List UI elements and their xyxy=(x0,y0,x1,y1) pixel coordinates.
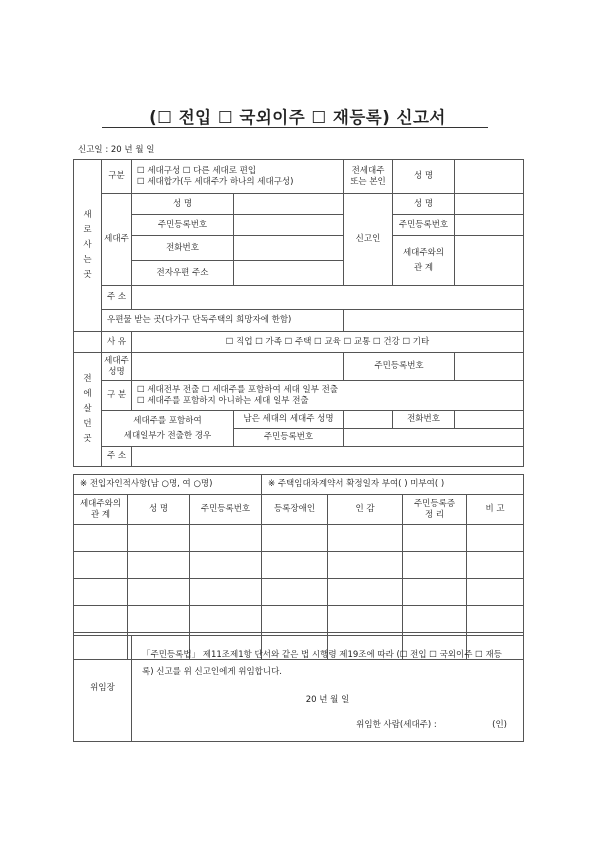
member-cell[interactable] xyxy=(403,579,467,606)
prev-head-name-field[interactable] xyxy=(132,353,344,381)
member-cell[interactable] xyxy=(262,552,328,579)
new-address-field[interactable] xyxy=(132,286,524,310)
head-email-label: 전자우편 주소 xyxy=(132,261,234,286)
member-row xyxy=(74,606,524,633)
member-cell[interactable] xyxy=(190,579,262,606)
prev-head-name-label: 세대주 성명 xyxy=(102,353,132,381)
delegation-label: 위임장 xyxy=(74,636,132,742)
prev-rrn-field[interactable] xyxy=(455,353,524,381)
member-cell[interactable] xyxy=(403,606,467,633)
delegation-date[interactable]: 20 년 월 일 xyxy=(305,694,350,705)
member-cell[interactable] xyxy=(262,579,328,606)
head-name-field[interactable] xyxy=(234,194,344,215)
member-cell[interactable] xyxy=(467,552,524,579)
prev-address-label: 주 소 xyxy=(102,447,132,467)
member-cell[interactable] xyxy=(403,552,467,579)
prev-phone-label: 전화번호 xyxy=(393,411,455,429)
prev-type-label: 구 분 xyxy=(102,381,132,411)
member-cell[interactable] xyxy=(328,552,403,579)
delegation-table xyxy=(73,635,524,742)
new-residence-side-cont xyxy=(74,332,102,353)
member-cell[interactable] xyxy=(128,579,190,606)
remaining-rrn-label: 주민등록번호 xyxy=(234,429,344,447)
former-head-label: 전세대주 또는 본인 xyxy=(344,160,393,194)
mail-address-label: 우편물 받는 곳(다가구 단독주택의 희망자에 한함) xyxy=(102,310,344,332)
col-remarks: 비 고 xyxy=(467,495,524,525)
remaining-rrn-field[interactable] xyxy=(344,429,524,447)
reporter-relation-label: 세대주와의 관 계 xyxy=(393,236,455,286)
former-head-name-field[interactable] xyxy=(455,160,524,194)
new-address-label: 주 소 xyxy=(102,286,132,310)
member-row xyxy=(74,552,524,579)
delegation-text: 「주민등록법」 제11조제1항 단서와 같은 법 시행령 제19조에 따라 (☐ 전입 ☐ 국외이주 ☐ 재등록) 신고를 위 신고인에게 위임합니다. xyxy=(142,649,502,677)
col-disabled: 등록장애인 xyxy=(262,495,328,525)
head-phone-label: 전화번호 xyxy=(132,236,234,261)
member-cell[interactable] xyxy=(467,606,524,633)
occupant-note: ※ 전입자인적사항(남 ○명, 여 ○명) xyxy=(74,475,262,495)
remaining-head-field[interactable] xyxy=(344,411,393,429)
member-cell[interactable] xyxy=(328,525,403,552)
prev-type-options[interactable]: ☐ 세대전부 전출 ☐ 세대주를 포함하여 세대 일부 전출 ☐ 세대주를 포함하지 아니하는 세대 일부 전출 xyxy=(132,381,524,411)
col-name: 성 명 xyxy=(128,495,190,525)
reporter-relation-field[interactable] xyxy=(455,236,524,286)
report-date: 신고일 : 20 년 월 일 xyxy=(78,145,155,155)
new-residence-side-label: 새 로 사 는 곳 xyxy=(74,160,102,332)
reporter-rrn-field[interactable] xyxy=(455,215,524,236)
reporter-name-label: 성 명 xyxy=(393,194,455,215)
member-cell[interactable] xyxy=(190,606,262,633)
members-header-row xyxy=(74,495,524,525)
member-cell[interactable] xyxy=(262,606,328,633)
head-email-field[interactable] xyxy=(234,261,344,286)
member-cell[interactable] xyxy=(190,552,262,579)
head-rrn-field[interactable] xyxy=(234,215,344,236)
members-table xyxy=(73,474,524,660)
prev-rrn-label: 주민등록번호 xyxy=(344,353,455,381)
type-options[interactable]: ☐ 세대구성 ☐ 다른 세대로 편입 ☐ 세대합가(두 세대주가 하나의 세대구성) xyxy=(132,160,344,194)
form-title: (☐ 전입 ☐ 국외이주 ☐ 재등록) 신고서 xyxy=(149,108,446,127)
seal-mark: (인) xyxy=(492,719,507,730)
member-row xyxy=(74,525,524,552)
col-relation: 세대주와의 관 계 xyxy=(74,495,128,525)
prev-phone-field[interactable] xyxy=(455,411,524,429)
prev-address-field[interactable] xyxy=(132,447,524,467)
reporter-rrn-label: 주민등록번호 xyxy=(393,215,455,236)
member-cell[interactable] xyxy=(190,525,262,552)
delegation-body xyxy=(132,636,524,742)
member-cell[interactable] xyxy=(74,606,128,633)
member-cell[interactable] xyxy=(403,525,467,552)
mail-address-field[interactable] xyxy=(344,310,524,332)
member-cell[interactable] xyxy=(328,579,403,606)
col-seal: 인 감 xyxy=(328,495,403,525)
member-cell[interactable] xyxy=(467,579,524,606)
head-name-label: 성 명 xyxy=(132,194,234,215)
member-cell[interactable] xyxy=(328,606,403,633)
title-underline xyxy=(102,127,488,128)
type-label: 구분 xyxy=(102,160,132,194)
lease-note[interactable]: ※ 주택임대차계약서 확정일자 부여( ) 미부여( ) xyxy=(262,475,524,495)
delegation-signer: 위임한 사람(세대주) : xyxy=(356,719,437,730)
member-cell[interactable] xyxy=(128,552,190,579)
member-cell[interactable] xyxy=(262,525,328,552)
col-rrn: 주민등록번호 xyxy=(190,495,262,525)
reason-options[interactable]: ☐ 직업 ☐ 가족 ☐ 주택 ☐ 교육 ☐ 교통 ☐ 건강 ☐ 기타 xyxy=(132,332,524,353)
reporter-label: 신고인 xyxy=(344,194,393,286)
member-cell[interactable] xyxy=(74,525,128,552)
member-cell[interactable] xyxy=(128,606,190,633)
member-cell[interactable] xyxy=(467,525,524,552)
col-idcard: 주민등록증 정 리 xyxy=(403,495,467,525)
partial-move-label: 세대주를 포함하여 세대일부가 전출한 경우 xyxy=(102,411,234,447)
remaining-head-label: 남은 세대의 세대주 성명 xyxy=(234,411,344,429)
prev-residence-side-label: 전 에 살 던 곳 xyxy=(74,353,102,467)
head-phone-field[interactable] xyxy=(234,236,344,261)
head-rrn-label: 주민등록번호 xyxy=(132,215,234,236)
former-head-name-label: 성 명 xyxy=(393,160,455,194)
member-row xyxy=(74,579,524,606)
reporter-name-field[interactable] xyxy=(455,194,524,215)
residence-table xyxy=(73,159,524,467)
member-cell[interactable] xyxy=(74,552,128,579)
member-cell[interactable] xyxy=(128,525,190,552)
member-cell[interactable] xyxy=(74,579,128,606)
head-label: 세대주 xyxy=(102,194,132,286)
reason-label: 사 유 xyxy=(102,332,132,353)
